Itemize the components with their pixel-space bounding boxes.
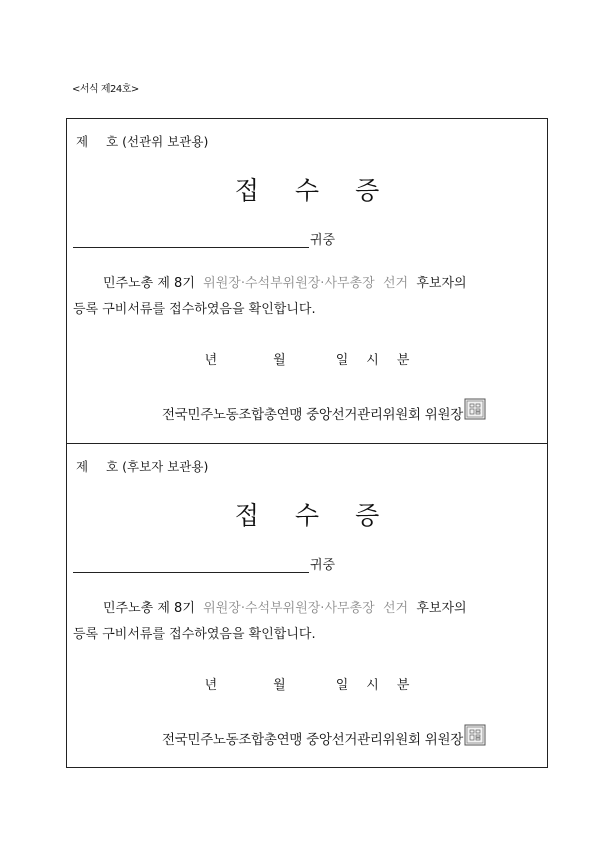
- body-text: [73, 596, 541, 648]
- date-day: 일: [335, 678, 349, 693]
- body-mid: 선거: [382, 276, 409, 291]
- date-line: [67, 674, 547, 693]
- copy-type: (선관위 보관용): [122, 134, 209, 149]
- body-line-2: 등록 구비서류를 접수하였음을 확인합니다.: [73, 627, 316, 642]
- document-title: 접수증: [234, 176, 416, 205]
- date-hour: 시: [366, 678, 379, 693]
- date-line: [67, 349, 547, 368]
- number-label: 제: [76, 459, 89, 474]
- date-hour: 시: [366, 353, 379, 368]
- date-year: 년: [204, 353, 218, 368]
- recipient-suffix: 귀중: [310, 558, 336, 573]
- signer: 전국민주노동조합총연맹 중앙선거관리위원회 위원장: [161, 732, 463, 748]
- body-line-2: 등록 구비서류를 접수하였음을 확인합니다.: [73, 302, 316, 317]
- receipt-section-committee: [67, 119, 547, 443]
- copy-type: (후보자 보관용): [122, 459, 209, 474]
- body-prefix: 민주노총 제 8기: [103, 276, 195, 291]
- recipient-blank-line: [73, 233, 309, 248]
- receipt-number-line: [76, 132, 208, 150]
- date-month: 월: [273, 353, 286, 368]
- body-text: [73, 271, 541, 323]
- form-number: <서식 제24호>: [72, 84, 139, 95]
- date-minute: 분: [396, 678, 410, 693]
- body-positions: 위원장·수석부위원장·사무총장: [203, 276, 375, 291]
- body-line-1: [73, 271, 541, 297]
- signer: 전국민주노동조합총연맹 중앙선거관리위원회 위원장: [161, 407, 463, 423]
- recipient-blank-line: [73, 558, 309, 573]
- recipient-suffix: 귀중: [310, 233, 336, 248]
- body-positions: 위원장·수석부위원장·사무총장: [203, 601, 375, 616]
- date-month: 월: [273, 678, 286, 693]
- date-minute: 분: [396, 353, 410, 368]
- number-label: 제: [76, 134, 89, 149]
- body-end: 후보자의: [416, 601, 467, 616]
- document-title: 접수증: [234, 501, 416, 530]
- recipient-row: [73, 554, 335, 573]
- number-suffix: 호: [106, 459, 119, 474]
- date-year: 년: [204, 678, 218, 693]
- body-prefix: 민주노총 제 8기: [103, 601, 195, 616]
- body-end: 후보자의: [416, 276, 467, 291]
- body-mid: 선거: [382, 601, 409, 616]
- receipt-section-candidate: [67, 443, 547, 767]
- body-line-1: [73, 596, 541, 622]
- recipient-row: [73, 229, 335, 248]
- receipt-form: [66, 118, 548, 768]
- receipt-number-line: [76, 457, 208, 475]
- official-seal-icon: [464, 398, 486, 420]
- official-seal-icon: [464, 724, 486, 746]
- number-suffix: 호: [106, 134, 119, 149]
- date-day: 일: [335, 353, 349, 368]
